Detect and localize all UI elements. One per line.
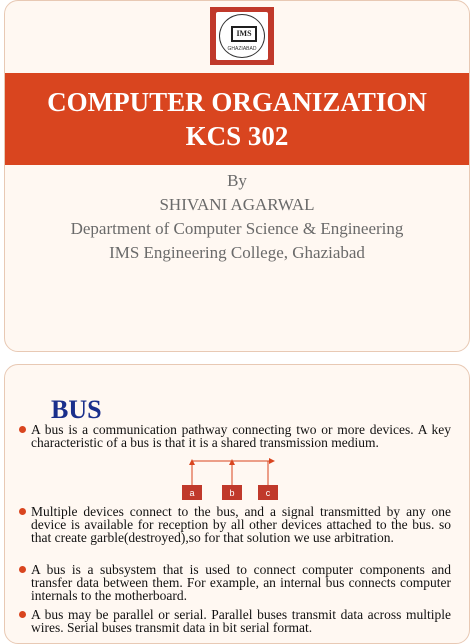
bullet-text: A bus is a communication pathway connecting two or more devices. A key characteristic of a bus is that it is a shared transmission medium. (31, 422, 451, 450)
device-label-a: a (189, 488, 195, 498)
bullet-text: A bus may be parallel or serial. Parallel buses transmit data across multiple wires. Serial buses transmit data in bit serial format. (31, 607, 451, 635)
device-label-c: c (265, 488, 271, 498)
bullet-dot-icon (19, 566, 26, 573)
bullet-item (31, 608, 451, 634)
bullet-dot-icon (19, 611, 26, 618)
logo-caption: GHAZIABAD (227, 46, 257, 52)
device-label-b: b (229, 488, 235, 498)
bullet-dot-icon (19, 426, 26, 433)
slide-title: BUS (51, 395, 102, 424)
bullet-item (31, 505, 451, 544)
department-name: Department of Computer Science & Engineering (70, 219, 404, 238)
bullet-dot-icon (19, 508, 26, 515)
logo-text: IMS (236, 29, 252, 38)
by-label: By (227, 171, 247, 190)
bullet-item (31, 563, 451, 602)
bus-diagram (175, 455, 295, 503)
college-name: IMS Engineering College, Ghaziabad (109, 243, 365, 262)
bullet-text: A bus is a subsystem that is used to connect computer components and transfer data between them. For example, an internal bus connects computer internals to the motherboard. (31, 562, 451, 603)
college-logo (210, 7, 274, 65)
bullet-item (31, 423, 451, 449)
bus-slide (4, 364, 470, 644)
bullet-text: Multiple devices connect to the bus, and a signal transmitted by any one device is available for reception by all other devices attached to the bus. so that create garble(destroyed),so for that solution we use arbitration. (31, 504, 451, 545)
author-name: SHIVANI AGARWAL (159, 195, 315, 214)
title-band (5, 73, 469, 165)
course-title: COMPUTER ORGANIZATION (47, 87, 427, 117)
logo-box-icon (231, 26, 257, 42)
title-slide (4, 0, 470, 352)
course-code: KCS 302 (185, 121, 289, 151)
